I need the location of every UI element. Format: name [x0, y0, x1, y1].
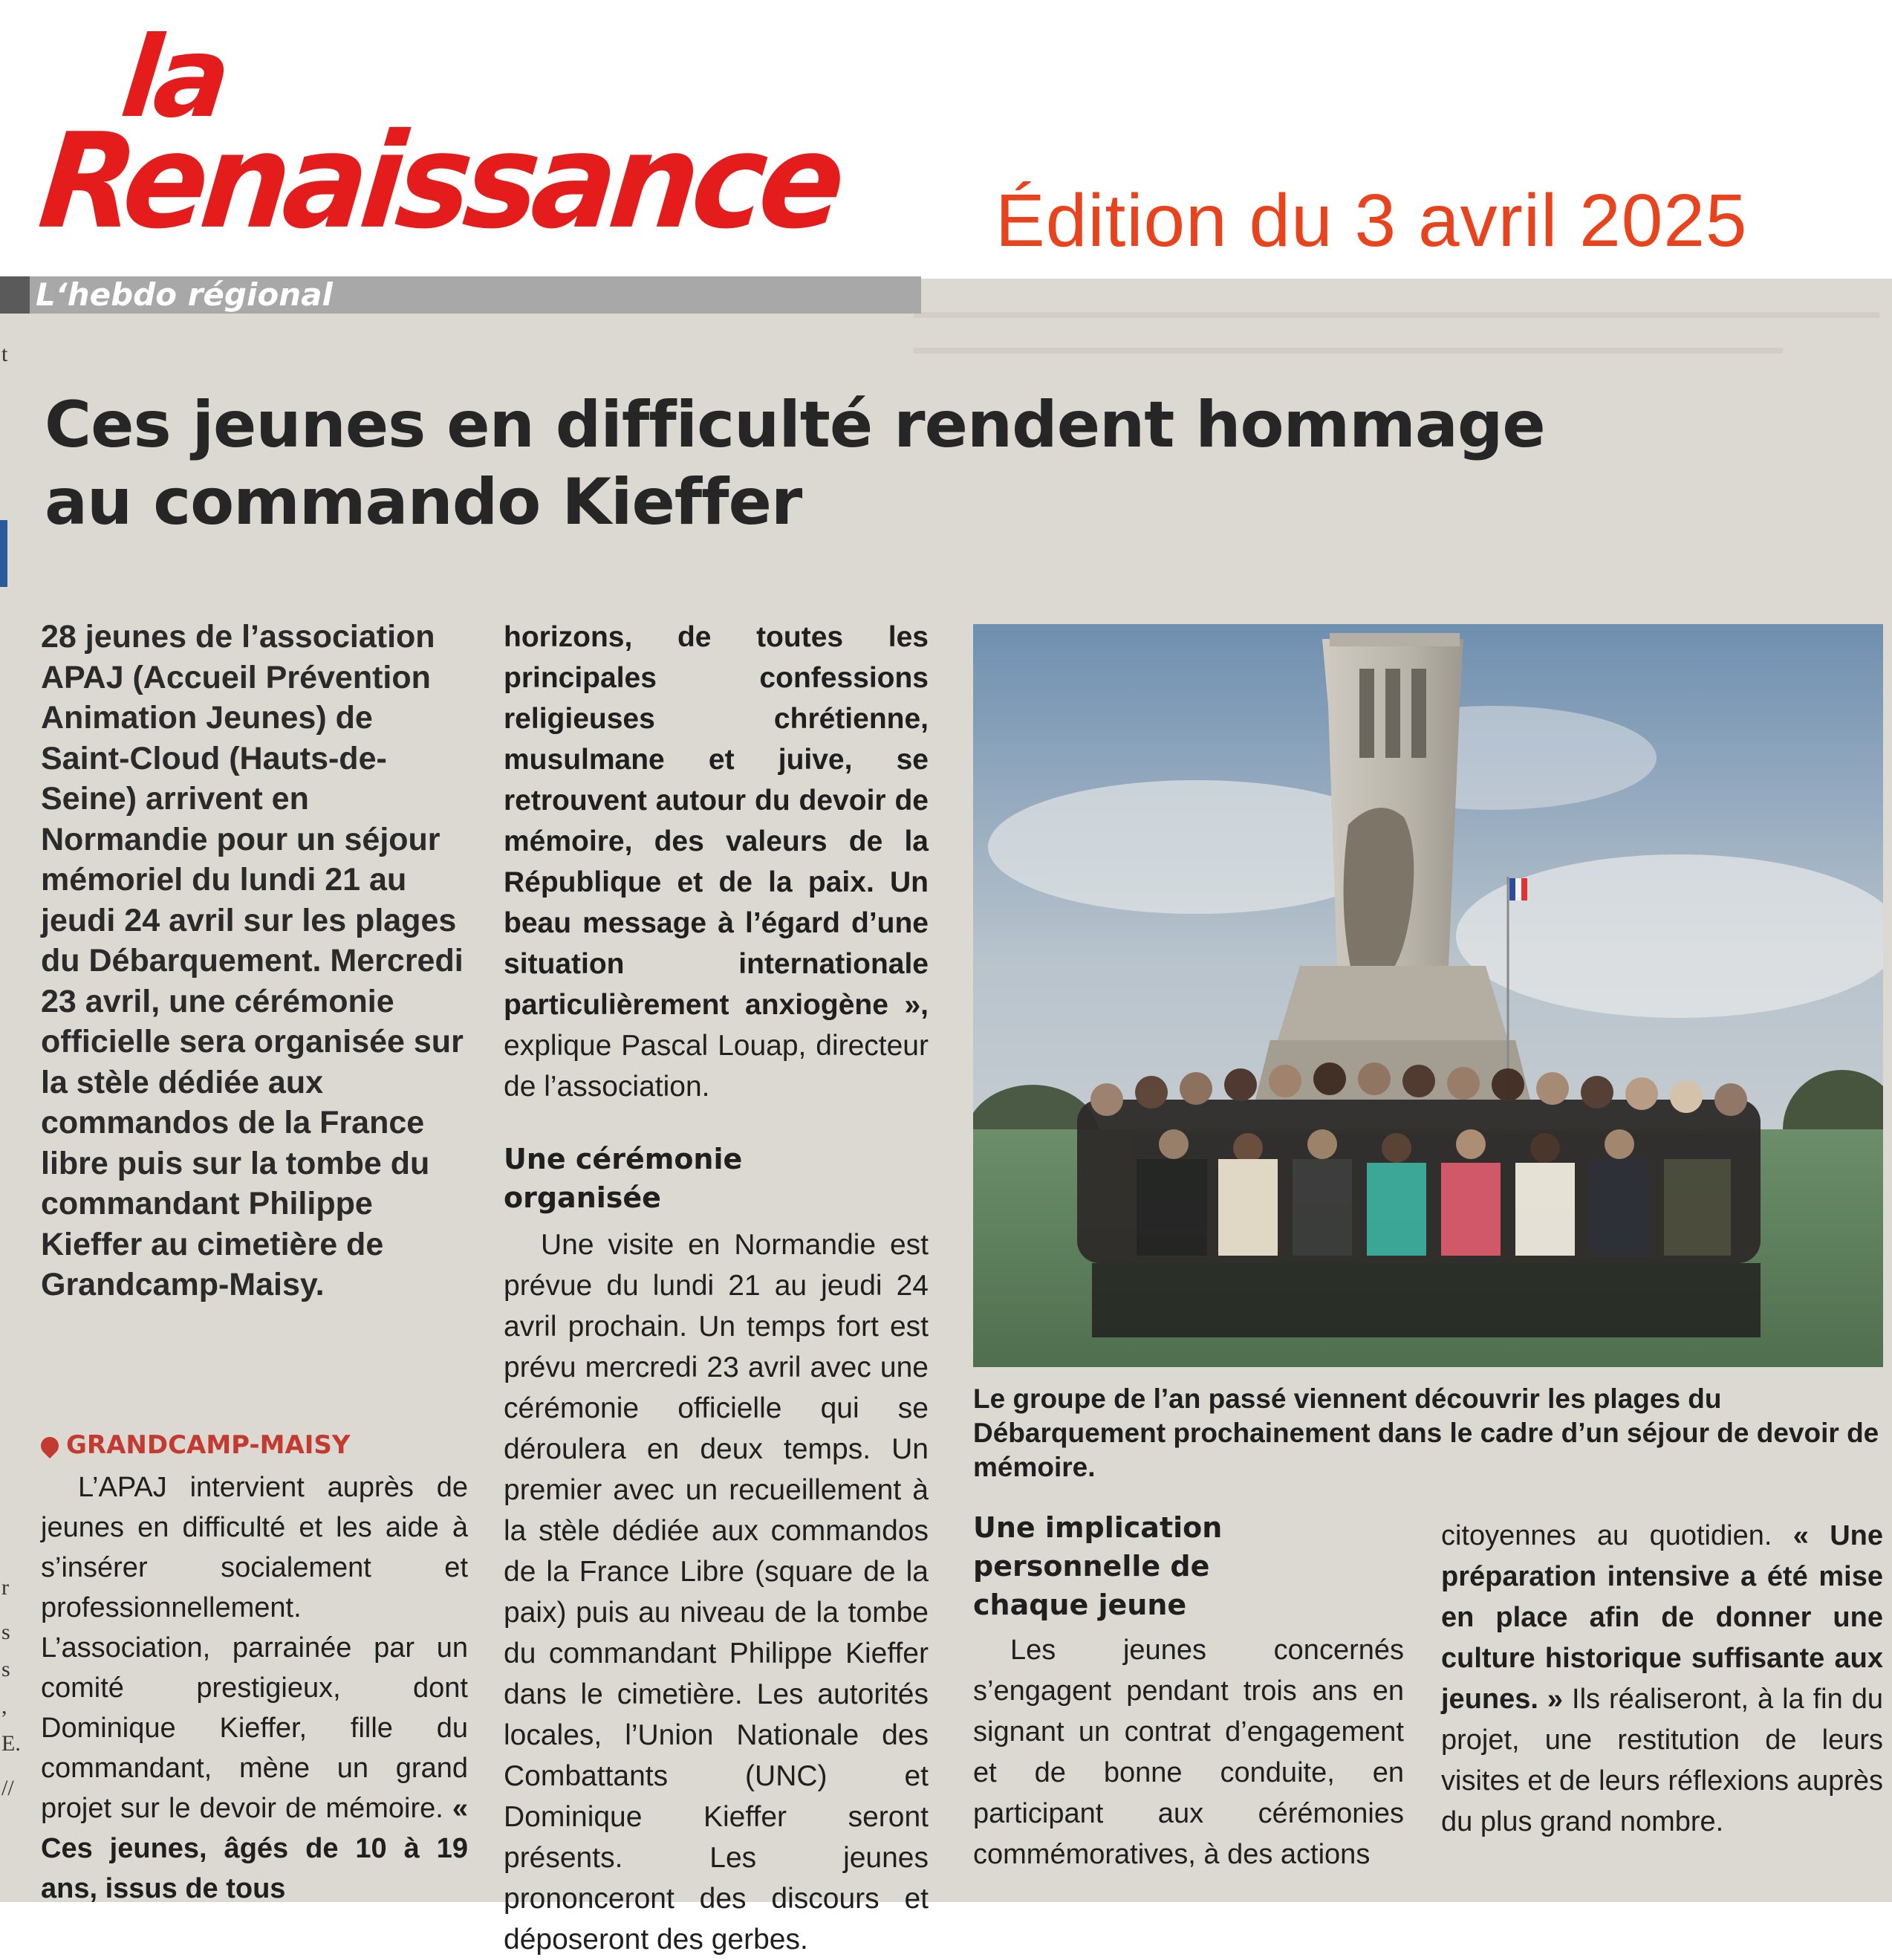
col2-attribution: explique Pascal Louap, directeur de l’association.	[504, 1030, 929, 1103]
edition-date: Édition du 3 avril 2025	[995, 179, 1748, 262]
column-1-body	[41, 1467, 468, 1909]
margin-letter: //	[1, 1776, 14, 1800]
margin-letter: ,	[1, 1694, 7, 1719]
photo-caption: Le groupe de l’an passé viennent découvrir les plages du Débarquement prochainement dans le cadre d’un séjour de devoir de mémoire.	[973, 1383, 1879, 1482]
masthead	[0, 0, 1892, 279]
margin-letter: E.	[1, 1731, 21, 1756]
headline-line-1: Ces jeunes en difficulté rendent hommage	[45, 388, 1545, 462]
margin-blue-mark	[0, 520, 7, 587]
column-4	[1441, 1516, 1883, 1843]
column-2	[504, 617, 929, 1960]
margin-letter: s	[1, 1657, 10, 1681]
tagline-accent	[0, 276, 30, 314]
intro-text: 28 jeunes de l’association APAJ (Accueil Prévention Animation Jeunes) de Saint-Cloud (Hauts-de-Seine) arrivent en Normandie pour un séjour mémoriel du lundi 21 au jeudi 24 avril sur les plages du Débarquement. Mercredi 23 avril, une cérémonie officielle sera organisée sur la stèle dédiée aux commandos de la France libre puis sur la tombe du commandant Philippe Kieffer au cimetière de Grandcamp-Maisy.	[41, 619, 464, 1302]
article-photo	[973, 624, 1883, 1367]
location-label: GRANDCAMP-MAISY	[66, 1430, 351, 1460]
col1-body-a: L’APAJ intervient auprès de jeunes en difficulté et les aide à s’insérer socialement et professionnellement. L’association, parrainée par un comité prestigieux, dont Dominique Kieffer, fille du commandant, mène un grand projet sur le devoir de mémoire.	[41, 1472, 468, 1824]
col4-body-a: citoyennes au quotidien.	[1441, 1520, 1772, 1551]
location-tag	[41, 1430, 351, 1460]
margin-letter: r	[1, 1575, 9, 1600]
tagline: L‘hebdo régional	[36, 276, 333, 313]
location-pin-icon	[37, 1433, 62, 1458]
subhead-implication: Une implication personnelle de chaque jeune	[973, 1511, 1223, 1621]
intro-paragraph	[41, 617, 464, 1305]
margin-letter: s	[1, 1620, 10, 1644]
col2-body: Une visite en Normandie est prévue du lundi 21 au jeudi 24 avril prochain. Un temps fort est prévu mercredi 23 avril avec une cérémonie officielle qui se déroulera en deux temps. Un premier avec un recueillement à la stèle dédiée aux commandos de la France Libre (square de la paix) puis au niveau de la tombe du commandant Philippe Kieffer dans le cimetière. Les autorités locales, l’Union Nationale des Combattants (UNC) et Dominique Kieffer seront présents. Les jeunes prononceront des discours et déposeront des gerbes.	[504, 1229, 929, 1956]
col4-body-b: Ils réaliseront, à la fin du projet, une restitution de leurs visites et de leurs réflexions auprès du plus grand nombre.	[1441, 1684, 1883, 1837]
col1-body-b: « Ces jeunes, âgés de 10 à 19 ans, issus de tous	[41, 1793, 469, 1904]
logo-la: la	[115, 13, 231, 143]
memorial-group-photo	[973, 624, 1883, 1367]
col3-body: Les jeunes concernés s’engagent pendant trois ans en signant un contrat d’engagement et de bonne conduite, en participant aux cérémonies commémoratives, à des actions	[973, 1635, 1404, 1870]
col4-quote: « Une préparation intensive a été mise en place afin de donner une culture historique suffisante aux jeunes. »	[1441, 1520, 1884, 1715]
article-headline	[45, 386, 1857, 541]
column-3	[973, 1508, 1404, 1875]
logo-renaissance: Renaissance	[33, 105, 846, 258]
subhead-ceremonie: Une cérémonie organisée	[504, 1143, 743, 1214]
margin-letter: t	[1, 342, 8, 366]
col2-quote: horizons, de toutes les principales confessions religieuses chrétienne, musulmane et juive, se retrouvent autour du devoir de mémoire, des valeurs de la République et de la paix. Un beau message à l’égard d’une situation internationale particulièrement anxiogène »,	[504, 621, 929, 1021]
headline-line-2: au commando Kieffer	[45, 465, 802, 539]
